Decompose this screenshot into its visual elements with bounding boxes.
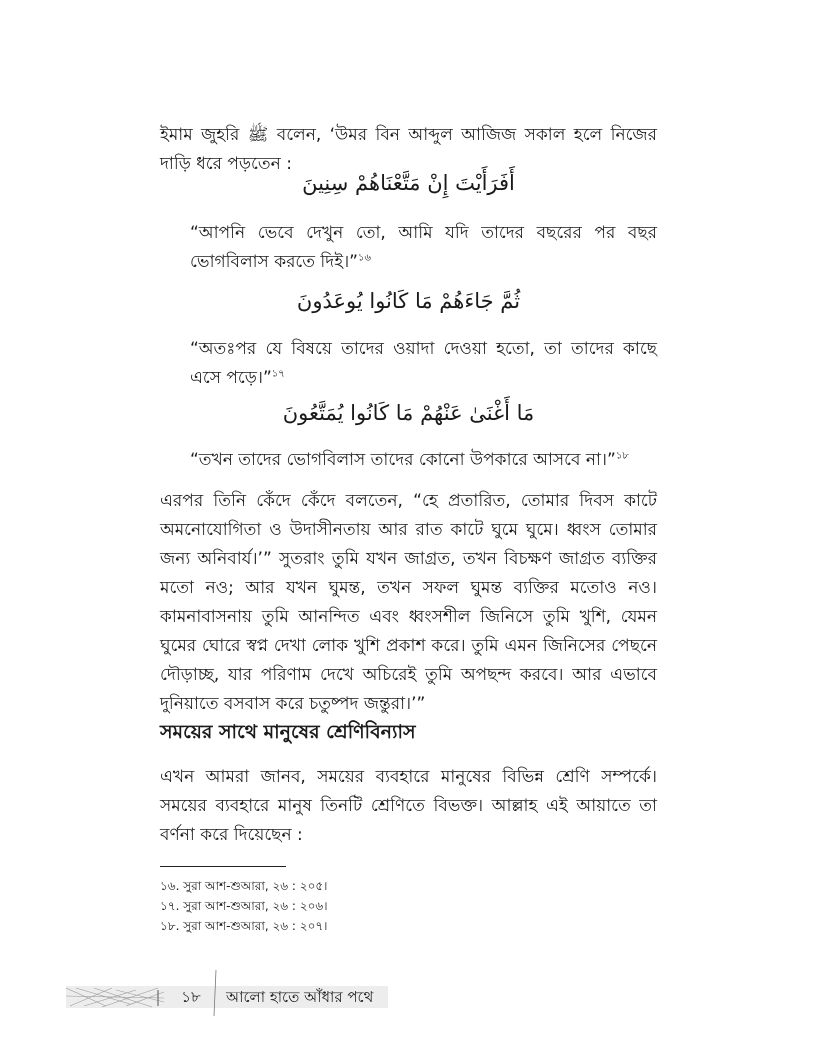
- translation-text-2: “অতঃপর যে বিষয়ে তাদের ওয়াদা দেওয়া হতো, তা তাদের কাছে এসে পড়ে।”: [190, 339, 657, 388]
- page-footer: [66, 966, 388, 1018]
- footnote-18: ১৮. সুরা আশ-শুআরা, ২৬ : ২০৭।: [160, 919, 328, 933]
- footnote-divider: [160, 866, 286, 867]
- footnote-ref-17[interactable]: ১৭: [271, 368, 285, 380]
- verse-translation-1: [190, 219, 657, 277]
- arabic-verse-2: ثُمَّ جَاءَهُمْ مَا كَانُوا يُوعَدُونَ: [296, 289, 521, 313]
- intro-paragraph: ইমাম জুহরি ﷺ বলেন, ‘উমর বিন আব্দুল আজিজ সকাল হলে নিজের দাড়ি ধরে পড়তেন :: [160, 125, 657, 174]
- book-title: আলো হাতে আঁধার পথে: [226, 988, 374, 1006]
- footnote-ref-16[interactable]: ১৬: [357, 252, 371, 264]
- arabic-verse-3: مَا أَغْنَىٰ عَنْهُمْ مَا كَانُوا يُمَتَّعُونَ: [282, 401, 535, 425]
- closing-paragraph: এখন আমরা জানব, সময়ের ব্যবহারে মানুষের বিভিন্ন শ্রেণি সম্পর্কে। সময়ের ব্যবহারে মানুষ তিনটি শ্রেণিতে বিভক্ত। আল্লাহ এই আয়াতে তা বর্ণনা করে দিয়েছেন :: [160, 767, 657, 845]
- footnote-17: ১৭. সুরা আশ-শুআরা, ২৬ : ২০৬।: [160, 899, 328, 913]
- page-number: ১৮: [181, 988, 201, 1006]
- footnote-list: [160, 876, 327, 936]
- translation-text-1: “আপনি ভেবে দেখুন তো, আমি যদি তাদের বছরের পর বছর ভোগবিলাস করতে দিই।”: [190, 223, 657, 272]
- main-paragraph: এরপর তিনি কেঁদে কেঁদে বলতেন, “হে প্রতারিত, তোমার দিবস কাটে অমনোযোগিতা ও উদাসীনতায় আর রাত কাটে ঘুমে ঘুমে। ধ্বংস তোমার জন্য অনিবার্য।’” সুতরাং তুমি যখন জাগ্রত, তখন বিচক্ষণ জাগ্রত ব্যক্তির মতো নও; আর যখন ঘুমন্ত, তখন সফল ঘুমন্ত ব্যক্তির মতোও নও। কামনাবাসনায় তুমি আনন্দিত এবং ধ্বংসশীল জিনিসে তুমি খুশি, যেমন ঘুমের ঘোরে স্বপ্ন দেখা লোক খুশি প্রকাশ করে। তুমি এমন জিনিসের পেছনে দৌড়াচ্ছ, যার পরিণাম দেখে অচিরেই তুমি অপছন্দ করবে। আর এভাবে দুনিয়াতে বসবাস করে চতুষ্পদ জন্তুরা।’”: [160, 491, 657, 714]
- section-heading: সময়ের সাথে মানুষের শ্রেণিবিন্যাস: [160, 721, 416, 743]
- arabic-verse-1: أَفَرَأَيْتَ إِنْ مَتَّعْنَاهُمْ سِنِينَ: [302, 171, 515, 195]
- translation-text-3: “তখন তাদের ভোগবিলাস তাদের কোনো উপকারে আসবে না।”: [190, 450, 616, 470]
- verse-translation-3: [190, 446, 657, 475]
- footnote-16: ১৬. সুরা আশ-শুআরা, ২৬ : ২০৫।: [160, 879, 328, 893]
- footnote-ref-18[interactable]: ১৮: [615, 450, 629, 462]
- verse-translation-2: [190, 335, 657, 393]
